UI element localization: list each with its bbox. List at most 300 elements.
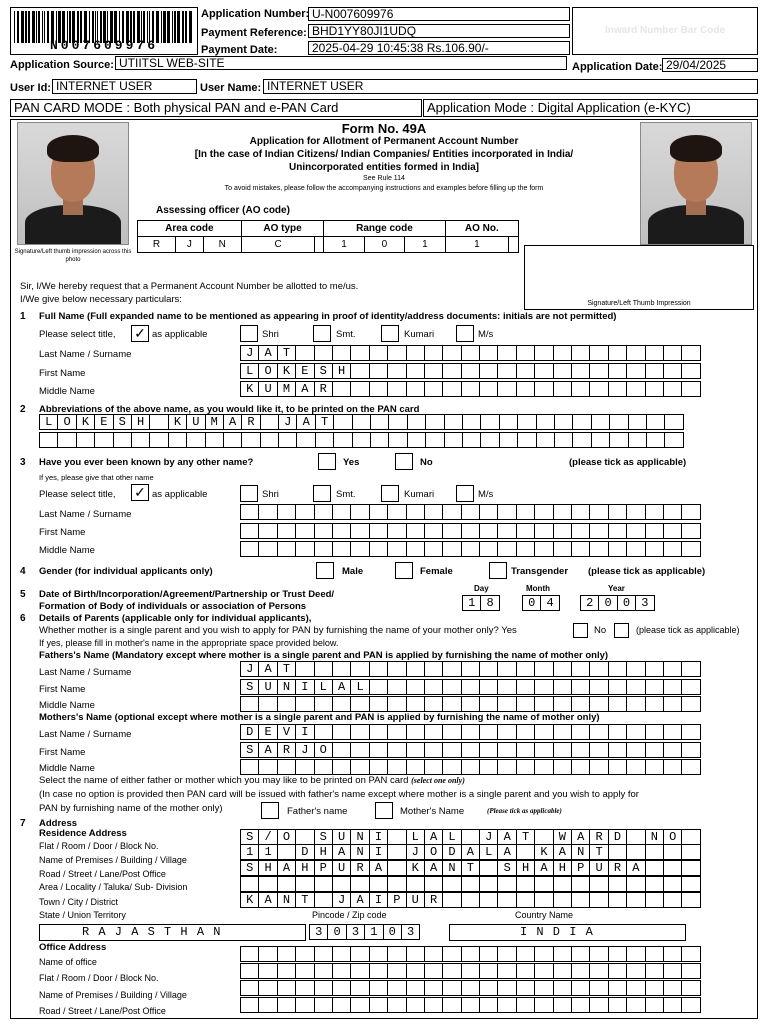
- char-cell: [534, 679, 553, 695]
- char-cell: K: [168, 414, 187, 430]
- char-cell: [645, 876, 664, 892]
- char-cell: [663, 946, 682, 962]
- char-cell: [406, 679, 425, 695]
- char-cell: A: [332, 679, 351, 695]
- char-cell: [589, 876, 608, 892]
- char-cell: [516, 980, 535, 996]
- section-4-number: 4: [20, 566, 26, 577]
- char-cell: [369, 759, 388, 775]
- char-cell: [516, 876, 535, 892]
- char-cell: [497, 541, 516, 557]
- form-number: Form No. 49A: [341, 121, 427, 136]
- char-cell: A: [258, 892, 277, 908]
- char-cell: [479, 696, 498, 712]
- char-cell: [350, 997, 369, 1013]
- char-cell: [626, 876, 645, 892]
- mother-middle-name-grid[interactable]: [240, 759, 700, 775]
- ms-label-2: M/s: [478, 489, 494, 500]
- office-road-label: Road / Street / Lane/Post Office: [39, 1006, 166, 1016]
- char-cell: [258, 523, 277, 539]
- char-cell: A: [497, 829, 516, 845]
- char-cell: [571, 759, 590, 775]
- char-cell: [369, 381, 388, 397]
- char-cell: [424, 381, 443, 397]
- ao-range-cell: 1: [405, 237, 445, 253]
- father-first-name-grid[interactable]: [240, 679, 700, 695]
- office-name-grid-1[interactable]: [240, 946, 700, 962]
- pan-name-grid-1[interactable]: [39, 414, 683, 430]
- char-cell: [332, 946, 351, 962]
- char-cell: [442, 892, 461, 908]
- char-cell: [479, 661, 498, 677]
- title-tick-box-2[interactable]: [131, 484, 149, 501]
- intro-line-2: I/We give below necessary particulars:: [20, 294, 182, 305]
- char-cell: [461, 963, 480, 979]
- other-name-yes-checkbox[interactable]: [318, 453, 336, 470]
- char-cell: [516, 381, 535, 397]
- char-cell: [534, 504, 553, 520]
- char-cell: [406, 523, 425, 539]
- char-cell: [608, 997, 627, 1013]
- char-cell: R: [241, 414, 260, 430]
- char-cell: N: [277, 679, 296, 695]
- char-cell: [663, 504, 682, 520]
- ao-range-cell: 1: [324, 237, 364, 253]
- transgender-label: Transgender: [511, 566, 569, 577]
- char-cell: O: [258, 363, 277, 379]
- ms-checkbox[interactable]: [456, 325, 474, 342]
- char-cell: [663, 742, 682, 758]
- char-cell: 1: [258, 844, 277, 860]
- char-cell: [442, 541, 461, 557]
- char-cell: 3: [401, 924, 420, 940]
- char-cell: H: [314, 844, 333, 860]
- char-cell: [589, 381, 608, 397]
- char-cell: [369, 523, 388, 539]
- ao-title: Assessing officer (AO code): [156, 205, 290, 216]
- char-cell: [387, 504, 406, 520]
- char-cell: [369, 661, 388, 677]
- address-line-4-grid[interactable]: [240, 876, 700, 892]
- char-cell: [553, 504, 572, 520]
- address-line-3-grid[interactable]: [240, 860, 700, 876]
- section-7-title: Address: [39, 818, 78, 829]
- char-cell: O: [424, 844, 443, 860]
- char-cell: [149, 414, 168, 430]
- char-cell: [608, 980, 627, 996]
- char-cell: [553, 892, 572, 908]
- char-cell: [681, 963, 700, 979]
- char-cell: [277, 963, 296, 979]
- char-cell: [258, 963, 277, 979]
- char-cell: [479, 742, 498, 758]
- char-cell: [406, 963, 425, 979]
- char-cell: [240, 980, 259, 996]
- char-cell: [480, 432, 499, 448]
- middle-name-label: Middle Name: [39, 386, 95, 397]
- other-last-name-label: Last Name / Surname: [39, 509, 132, 520]
- char-cell: [295, 661, 314, 677]
- char-cell: [461, 523, 480, 539]
- char-cell: [332, 523, 351, 539]
- char-cell: L: [240, 363, 259, 379]
- char-cell: [534, 696, 553, 712]
- char-cell: [681, 504, 700, 520]
- last-name-grid[interactable]: [240, 345, 700, 361]
- char-cell: [663, 844, 682, 860]
- char-cell: [681, 345, 700, 361]
- char-cell: R: [589, 829, 608, 845]
- other-middle-name-grid[interactable]: [240, 541, 700, 557]
- shri-checkbox-2[interactable]: [240, 485, 258, 502]
- char-cell: [664, 432, 683, 448]
- char-cell: [497, 892, 516, 908]
- char-cell: [571, 892, 590, 908]
- char-cell: [645, 696, 664, 712]
- char-cell: [681, 742, 700, 758]
- char-cell: [369, 724, 388, 740]
- char-cell: N: [350, 829, 369, 845]
- inward-barcode-box: Inward Number Bar Code: [572, 7, 758, 55]
- country-field[interactable]: I N D I A: [449, 924, 686, 941]
- char-cell: [534, 946, 553, 962]
- char-cell: [479, 963, 498, 979]
- dob-month-grid[interactable]: [522, 595, 559, 611]
- first-name-label: First Name: [39, 368, 86, 379]
- char-cell: [424, 661, 443, 677]
- char-cell: 1: [462, 595, 481, 611]
- ao-code-table: [137, 220, 519, 253]
- section-3-number: 3: [20, 457, 26, 468]
- char-cell: [332, 541, 351, 557]
- select-print-name: [39, 775, 465, 786]
- char-cell: [295, 504, 314, 520]
- single-parent-no-checkbox[interactable]: [614, 623, 629, 638]
- first-name-grid[interactable]: [240, 363, 700, 379]
- char-cell: [516, 504, 535, 520]
- char-cell: 0: [598, 595, 617, 611]
- char-cell: [497, 963, 516, 979]
- char-cell: I: [369, 892, 388, 908]
- form-subtitle-1: [In the case of Indian Citizens/ Indian Companies/ Entities incorporated in India/: [194, 149, 574, 160]
- char-cell: [39, 432, 58, 448]
- char-cell: O: [57, 414, 76, 430]
- office-flat-grid[interactable]: [240, 980, 700, 996]
- kumari-checkbox-2[interactable]: [381, 485, 399, 502]
- char-cell: [387, 724, 406, 740]
- kumari-checkbox[interactable]: [381, 325, 399, 342]
- ao-area-cell: J: [175, 237, 203, 253]
- application-source-label: Application Source:: [10, 59, 114, 71]
- char-cell: [681, 946, 700, 962]
- char-cell: [314, 661, 333, 677]
- char-cell: [369, 742, 388, 758]
- char-cell: [534, 661, 553, 677]
- char-cell: [572, 414, 591, 430]
- char-cell: [608, 742, 627, 758]
- char-cell: [479, 523, 498, 539]
- char-cell: A: [461, 844, 480, 860]
- char-cell: [314, 876, 333, 892]
- char-cell: [462, 432, 481, 448]
- char-cell: [553, 759, 572, 775]
- section-2-number: 2: [20, 404, 26, 415]
- char-cell: [369, 876, 388, 892]
- user-id-label: User Id:: [10, 82, 51, 94]
- other-last-name-grid[interactable]: [240, 504, 700, 520]
- char-cell: [240, 946, 259, 962]
- char-cell: [277, 541, 296, 557]
- char-cell: [681, 661, 700, 677]
- char-cell: L: [314, 679, 333, 695]
- char-cell: [295, 523, 314, 539]
- char-cell: [332, 504, 351, 520]
- ao-range-cell: 0: [364, 237, 404, 253]
- char-cell: [369, 997, 388, 1013]
- char-cell: [424, 876, 443, 892]
- section-5-title-2: Formation of Body of individuals or association of Persons: [39, 601, 307, 612]
- char-cell: [370, 414, 389, 430]
- father-name-title: Fathers's Name (Mandatory except where mother is a single parent and PAN is applied by furnishing the name of mother only): [39, 650, 609, 661]
- char-cell: 0: [383, 924, 402, 940]
- char-cell: [589, 541, 608, 557]
- char-cell: [350, 980, 369, 996]
- char-cell: [258, 759, 277, 775]
- pan-name-grid-2[interactable]: [39, 432, 683, 448]
- char-cell: A: [424, 860, 443, 876]
- pan-card-mode: PAN CARD MODE : Both physical PAN and e-PAN Card: [10, 99, 422, 117]
- char-cell: T: [315, 414, 334, 430]
- transgender-checkbox[interactable]: [489, 562, 507, 579]
- road-label: Road / Street / Lane/Post Office: [39, 869, 166, 879]
- other-first-name-grid[interactable]: [240, 523, 700, 539]
- char-cell: [94, 432, 113, 448]
- payment-date-label: Payment Date:: [201, 44, 278, 56]
- char-cell: [314, 997, 333, 1013]
- smt-checkbox[interactable]: [313, 325, 331, 342]
- char-cell: [534, 829, 553, 845]
- char-cell: U: [186, 414, 205, 430]
- char-cell: H: [332, 363, 351, 379]
- char-cell: [168, 432, 187, 448]
- office-premises-grid[interactable]: [240, 997, 700, 1013]
- char-cell: T: [589, 844, 608, 860]
- char-cell: [516, 946, 535, 962]
- char-cell: I: [369, 844, 388, 860]
- father-middle-name-label: Middle Name: [39, 700, 95, 711]
- char-cell: [571, 876, 590, 892]
- office-name-grid-2[interactable]: [240, 963, 700, 979]
- mother-first-name-grid[interactable]: [240, 742, 700, 758]
- state-field[interactable]: R A J A S T H A N: [39, 924, 306, 941]
- char-cell: [369, 696, 388, 712]
- char-cell: H: [131, 414, 150, 430]
- char-cell: [314, 946, 333, 962]
- char-cell: [387, 661, 406, 677]
- select-print-text: Select the name of either father or mother which you may like to be printed on PAN card: [39, 775, 409, 786]
- char-cell: [350, 876, 369, 892]
- char-cell: [497, 679, 516, 695]
- char-cell: [645, 724, 664, 740]
- char-cell: [497, 345, 516, 361]
- char-cell: [387, 997, 406, 1013]
- pincode-grid[interactable]: [309, 924, 419, 940]
- year-label: Year: [608, 584, 625, 593]
- char-cell: [424, 363, 443, 379]
- char-cell: [626, 963, 645, 979]
- please-tick-note: (Please tick as applicable): [487, 807, 562, 815]
- char-cell: T: [461, 860, 480, 876]
- father-last-name-grid[interactable]: [240, 661, 700, 677]
- char-cell: [571, 661, 590, 677]
- char-cell: L: [350, 679, 369, 695]
- char-cell: [589, 946, 608, 962]
- char-cell: [645, 345, 664, 361]
- char-cell: [424, 541, 443, 557]
- char-cell: [479, 381, 498, 397]
- char-cell: [626, 541, 645, 557]
- father-last-name-label: Last Name / Surname: [39, 667, 132, 678]
- char-cell: [442, 661, 461, 677]
- char-cell: [591, 432, 610, 448]
- char-cell: [277, 844, 296, 860]
- char-cell: A: [369, 860, 388, 876]
- char-cell: [553, 742, 572, 758]
- char-cell: [553, 696, 572, 712]
- payment-date-value: 2025-04-29 10:45:38 Rs.106.90/-: [308, 41, 570, 55]
- char-cell: [407, 414, 426, 430]
- form-subtitle-2: Unincorporated entities formed in India]: [288, 162, 479, 173]
- ao-area-cell: N: [203, 237, 241, 253]
- char-cell: [332, 759, 351, 775]
- middle-name-grid[interactable]: [240, 381, 700, 397]
- title-tick-box[interactable]: [131, 325, 149, 342]
- char-cell: 1: [240, 844, 259, 860]
- char-cell: [608, 381, 627, 397]
- father-name-print-checkbox[interactable]: [261, 802, 279, 819]
- address-line-2-grid[interactable]: [240, 844, 700, 860]
- char-cell: [406, 724, 425, 740]
- char-cell: [479, 980, 498, 996]
- char-cell: [442, 742, 461, 758]
- mother-name-print-label: Mother's Name: [400, 806, 465, 817]
- mother-name-print-checkbox[interactable]: [375, 802, 393, 819]
- other-middle-name-label: Middle Name: [39, 545, 95, 556]
- char-cell: I: [295, 679, 314, 695]
- char-cell: R: [424, 892, 443, 908]
- char-cell: [258, 946, 277, 962]
- char-cell: [314, 724, 333, 740]
- smt-checkbox-2[interactable]: [313, 485, 331, 502]
- user-id-value: INTERNET USER: [52, 79, 197, 94]
- char-cell: [406, 696, 425, 712]
- char-cell: J: [295, 742, 314, 758]
- char-cell: [626, 759, 645, 775]
- char-cell: [258, 541, 277, 557]
- dob-year-grid[interactable]: [580, 595, 654, 611]
- char-cell: [424, 963, 443, 979]
- char-cell: [332, 980, 351, 996]
- gender-tick-note: (please tick as applicable): [588, 566, 706, 577]
- mother-last-name-grid[interactable]: [240, 724, 700, 740]
- single-parent-yes-checkbox[interactable]: [573, 623, 588, 638]
- char-cell: [350, 523, 369, 539]
- mother-middle-name-label: Middle Name: [39, 763, 95, 774]
- mother-first-name-label: First Name: [39, 747, 86, 758]
- char-cell: [295, 963, 314, 979]
- char-cell: [332, 345, 351, 361]
- char-cell: [608, 523, 627, 539]
- char-cell: [332, 381, 351, 397]
- payment-reference-label: Payment Reference:: [201, 27, 307, 39]
- char-cell: N: [277, 892, 296, 908]
- char-cell: [314, 504, 333, 520]
- char-cell: [571, 523, 590, 539]
- char-cell: [536, 432, 555, 448]
- char-cell: [608, 345, 627, 361]
- char-cell: E: [258, 724, 277, 740]
- char-cell: [608, 696, 627, 712]
- char-cell: A: [424, 829, 443, 845]
- char-cell: [589, 345, 608, 361]
- form-instruction: To avoid mistakes, please follow the accompanying instructions and examples before filling up the form: [224, 185, 544, 192]
- char-cell: [424, 759, 443, 775]
- country-label: Country Name: [515, 910, 574, 920]
- parent-tick-note: (please tick as applicable): [636, 625, 740, 635]
- char-cell: [663, 541, 682, 557]
- char-cell: [407, 432, 426, 448]
- char-cell: H: [258, 860, 277, 876]
- char-cell: [663, 963, 682, 979]
- shri-label: Shri: [262, 329, 279, 340]
- char-cell: [681, 980, 700, 996]
- char-cell: S: [314, 829, 333, 845]
- char-cell: [350, 661, 369, 677]
- shri-checkbox[interactable]: [240, 325, 258, 342]
- char-cell: [332, 724, 351, 740]
- char-cell: [295, 345, 314, 361]
- char-cell: [388, 414, 407, 430]
- other-name-no-checkbox[interactable]: [395, 453, 413, 470]
- ms-checkbox-2[interactable]: [456, 485, 474, 502]
- char-cell: S: [314, 363, 333, 379]
- char-cell: [186, 432, 205, 448]
- address-line-1-grid[interactable]: [240, 829, 700, 845]
- town-grid[interactable]: [240, 892, 700, 908]
- char-cell: [681, 876, 700, 892]
- dob-day-grid[interactable]: [462, 595, 499, 611]
- char-cell: A: [553, 844, 572, 860]
- father-middle-name-grid[interactable]: [240, 696, 700, 712]
- char-cell: [589, 980, 608, 996]
- office-address-title: Office Address: [39, 942, 107, 953]
- female-checkbox[interactable]: [395, 562, 413, 579]
- male-checkbox[interactable]: [316, 562, 334, 579]
- char-cell: [424, 946, 443, 962]
- char-cell: [497, 876, 516, 892]
- char-cell: [589, 504, 608, 520]
- office-premises-label: Name of Premises / Building / Village: [39, 990, 187, 1000]
- char-cell: [442, 523, 461, 539]
- char-cell: W: [553, 829, 572, 845]
- char-cell: [553, 963, 572, 979]
- char-cell: [571, 541, 590, 557]
- char-cell: [479, 860, 498, 876]
- char-cell: [645, 997, 664, 1013]
- premises-label: Name of Premises / Building / Village: [39, 855, 187, 865]
- char-cell: [315, 432, 334, 448]
- char-cell: [628, 432, 647, 448]
